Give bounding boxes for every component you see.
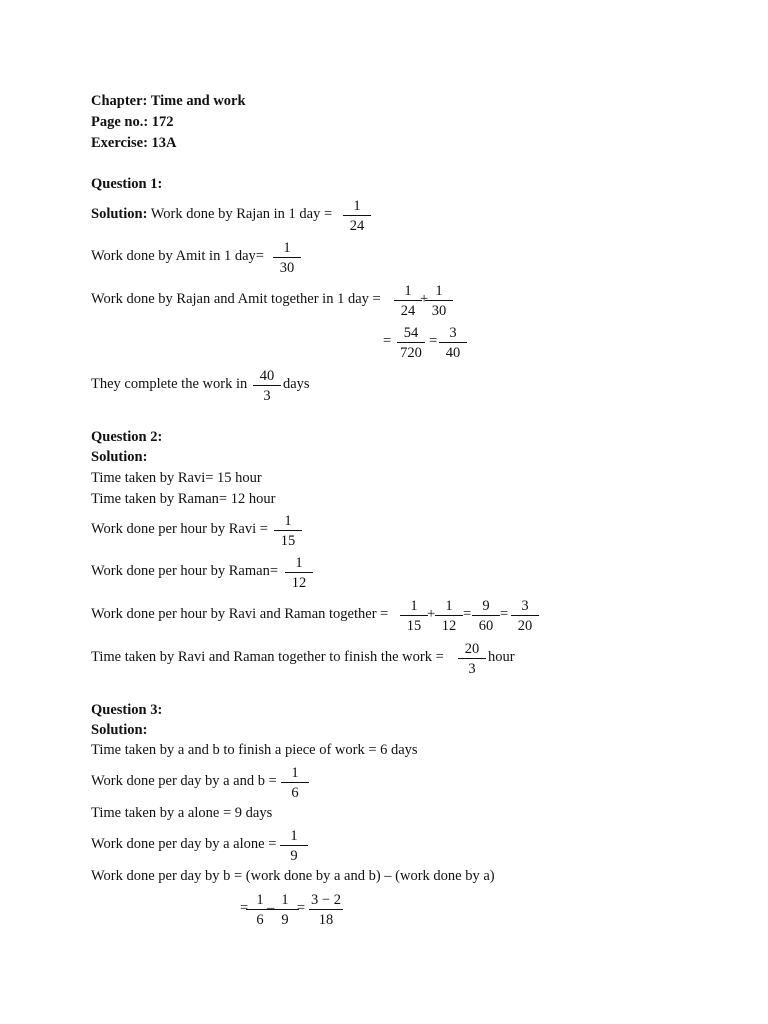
minus-sign: –	[267, 900, 275, 916]
numerator: 1	[291, 765, 299, 781]
q1-line-1	[91, 204, 332, 224]
q2-fraction-5d	[510, 598, 540, 634]
numerator: 1	[281, 892, 289, 908]
q1-fraction-5	[252, 368, 282, 404]
fraction-bar	[274, 530, 302, 531]
numerator: 9	[482, 598, 490, 614]
q2-line-4: Work done per hour by Raman=	[91, 563, 279, 579]
fraction-bar	[280, 845, 308, 846]
q1-fraction-4b	[438, 325, 468, 361]
numerator: 1	[353, 198, 361, 214]
numerator: 1	[284, 513, 292, 529]
q2-fraction-5c	[471, 598, 501, 634]
numerator: 20	[464, 641, 480, 657]
fraction-bar	[400, 615, 428, 616]
q3-fraction-4	[279, 828, 309, 864]
equals-sign: =	[240, 900, 249, 916]
fraction-bar	[343, 215, 371, 216]
solution-label: Solution:	[91, 449, 148, 465]
q1-fraction-2	[272, 240, 302, 276]
denominator: 12	[291, 575, 307, 591]
numerator: 1	[410, 598, 418, 614]
numerator: 1	[283, 240, 291, 256]
question-3-title: Question 3:	[91, 702, 163, 718]
q3-fraction-6b	[270, 892, 300, 928]
numerator: 1	[256, 892, 264, 908]
equals-sign: =	[383, 333, 392, 349]
numerator: 1	[445, 598, 453, 614]
page-number: Page no.: 172	[91, 114, 174, 130]
denominator: 24	[349, 218, 365, 234]
q2-line-6-suffix: hour	[488, 649, 515, 665]
q1-line-2: Work done by Amit in 1 day=	[91, 248, 264, 264]
fraction-bar	[425, 300, 453, 301]
fraction-bar	[253, 385, 281, 386]
plus-sign: +	[427, 606, 436, 622]
fraction-bar	[458, 658, 486, 659]
q2-fraction-5a	[399, 598, 429, 634]
q2-line-1: Time taken by Ravi= 15 hour	[91, 470, 262, 486]
chapter-title: Chapter: Time and work	[91, 93, 246, 109]
fraction-bar	[511, 615, 539, 616]
numerator: 3 − 2	[311, 892, 341, 908]
denominator: 6	[256, 912, 264, 928]
fraction-bar	[285, 572, 313, 573]
fraction-bar	[273, 257, 301, 258]
q1-line-5-suffix: days	[283, 376, 310, 392]
q1-fraction-1	[342, 198, 372, 234]
numerator: 54	[403, 325, 419, 341]
numerator: 1	[295, 555, 303, 571]
q1-fraction-4a	[396, 325, 426, 361]
q3-line-5: Work done per day by b = (work done by a and b) – (work done by a)	[91, 868, 495, 884]
numerator: 40	[259, 368, 275, 384]
numerator: 3	[449, 325, 457, 341]
denominator: 6	[291, 785, 299, 801]
denominator: 60	[478, 618, 494, 634]
denominator: 15	[406, 618, 422, 634]
numerator: 1	[290, 828, 298, 844]
q3-fraction-2	[280, 765, 310, 801]
denominator: 40	[445, 345, 461, 361]
exercise-label: Exercise: 13A	[91, 135, 177, 151]
q2-line-5: Work done per hour by Ravi and Raman together =	[91, 606, 389, 622]
fraction-bar	[394, 300, 422, 301]
denominator: 9	[281, 912, 289, 928]
q3-fraction-6c	[308, 892, 344, 928]
q1-fraction-3b	[424, 283, 454, 319]
plus-sign: +	[420, 291, 429, 307]
fraction-bar	[435, 615, 463, 616]
solution-label: Solution:	[91, 206, 148, 222]
denominator: 24	[400, 303, 416, 319]
q3-line-2: Work done per day by a and b =	[91, 773, 277, 789]
fraction-bar	[397, 342, 425, 343]
q2-fraction-6	[457, 641, 487, 677]
fraction-bar	[439, 342, 467, 343]
equals-sign: =	[463, 606, 472, 622]
denominator: 30	[279, 260, 295, 276]
denominator: 30	[431, 303, 447, 319]
q1-line-1-text: Work done by Rajan in 1 day =	[147, 206, 333, 222]
equals-sign: =	[500, 606, 509, 622]
q1-fraction-3a	[393, 283, 423, 319]
q2-fraction-3	[273, 513, 303, 549]
denominator: 720	[400, 345, 422, 361]
q3-line-1: Time taken by a and b to finish a piece of work = 6 days	[91, 742, 418, 758]
denominator: 12	[441, 618, 457, 634]
q3-line-4: Work done per day by a alone =	[91, 836, 277, 852]
q2-line-2: Time taken by Raman= 12 hour	[91, 491, 276, 507]
fraction-bar	[281, 782, 309, 783]
denominator: 9	[290, 848, 298, 864]
q1-line-5: They complete the work in	[91, 376, 248, 392]
numerator: 1	[435, 283, 443, 299]
numerator: 1	[404, 283, 412, 299]
denominator: 3	[468, 661, 476, 677]
question-1-title: Question 1:	[91, 176, 163, 192]
solution-label: Solution:	[91, 722, 148, 738]
numerator: 3	[521, 598, 529, 614]
q3-line-3: Time taken by a alone = 9 days	[91, 805, 273, 821]
fraction-bar	[472, 615, 500, 616]
denominator: 18	[318, 912, 334, 928]
q2-fraction-4	[284, 555, 314, 591]
denominator: 20	[517, 618, 533, 634]
equals-sign: =	[429, 333, 438, 349]
denominator: 15	[280, 533, 296, 549]
denominator: 3	[263, 388, 271, 404]
fraction-bar	[309, 909, 343, 910]
q2-fraction-5b	[434, 598, 464, 634]
fraction-bar	[271, 909, 299, 910]
question-2-title: Question 2:	[91, 429, 163, 445]
q1-line-3: Work done by Rajan and Amit together in 1 day =	[91, 291, 381, 307]
q2-line-6: Time taken by Ravi and Raman together to finish the work =	[91, 649, 444, 665]
q2-line-3: Work done per hour by Ravi =	[91, 521, 268, 537]
equals-sign: =	[297, 900, 306, 916]
